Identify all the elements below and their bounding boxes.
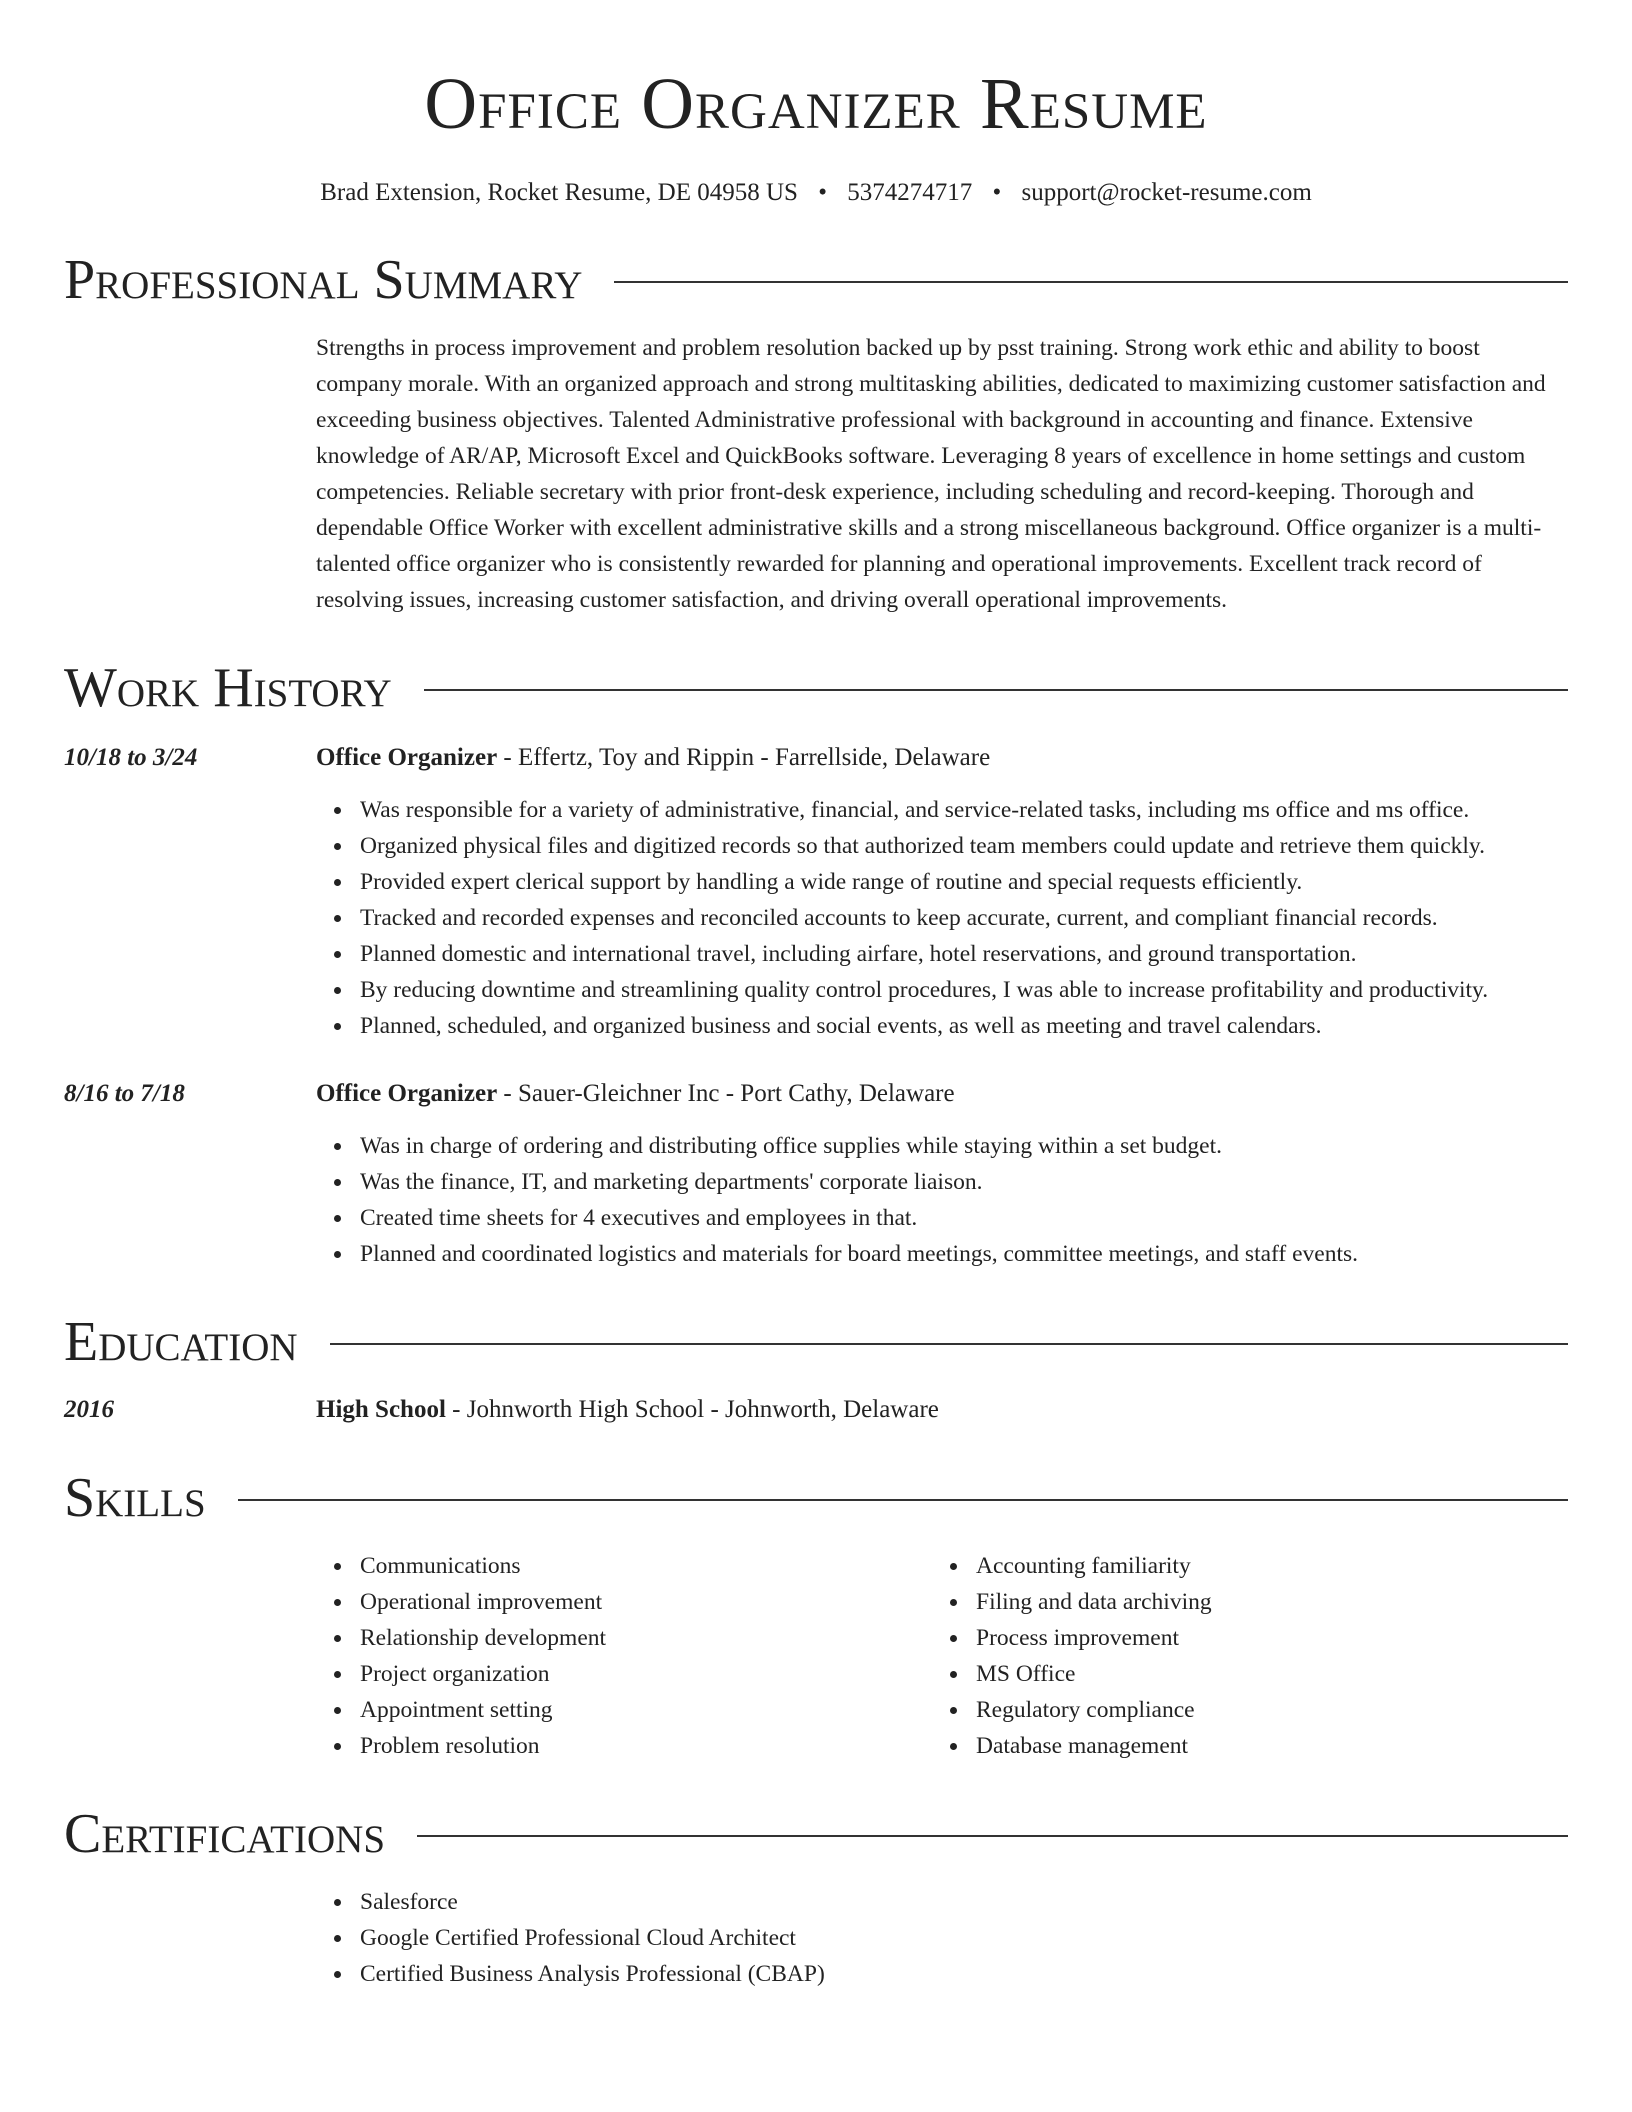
skills-columns bbox=[316, 1548, 1568, 1764]
list-item: Was the finance, IT, and marketing departments' corporate liaison. bbox=[360, 1164, 1568, 1200]
contact-email: support@rocket-resume.com bbox=[1021, 179, 1312, 206]
resume-page bbox=[64, 0, 1568, 1992]
certifications-list bbox=[316, 1884, 1568, 1992]
list-item: Was in charge of ordering and distributing office supplies while staying within a set budget. bbox=[360, 1128, 1568, 1164]
section-divider bbox=[417, 1835, 1568, 1837]
list-item: Process improvement bbox=[976, 1620, 1548, 1656]
summary-section-header bbox=[64, 248, 1568, 312]
job-bullets bbox=[316, 792, 1568, 1044]
certifications-section-header bbox=[64, 1802, 1568, 1866]
skills-heading: Skills bbox=[64, 1467, 206, 1529]
list-item: Appointment setting bbox=[360, 1692, 932, 1728]
list-item: Google Certified Professional Cloud Architect bbox=[360, 1920, 1568, 1956]
education-degree: High School bbox=[316, 1396, 446, 1423]
skills-list bbox=[316, 1548, 932, 1764]
contact-separator: • bbox=[818, 179, 827, 206]
list-item: Accounting familiarity bbox=[976, 1548, 1548, 1584]
list-item: Planned domestic and international travel, including airfare, hotel reservations, and ground transportation. bbox=[360, 936, 1568, 972]
list-item: MS Office bbox=[976, 1656, 1548, 1692]
education-heading: Education bbox=[64, 1311, 298, 1373]
job-title: Office Organizer bbox=[316, 744, 498, 771]
contact-phone: 5374274717 bbox=[847, 179, 973, 206]
list-item: Created time sheets for 4 executives and employees in that. bbox=[360, 1200, 1568, 1236]
list-item: Problem resolution bbox=[360, 1728, 932, 1764]
list-item: Operational improvement bbox=[360, 1584, 932, 1620]
contact-separator: • bbox=[992, 179, 1002, 206]
job-details: - Effertz, Toy and Rippin - Farrellside, Delaware bbox=[497, 744, 991, 771]
list-item: Planned, scheduled, and organized business and social events, as well as meeting and travel calendars. bbox=[360, 1008, 1568, 1044]
job-details: - Sauer-Gleichner Inc - Port Cathy, Delaware bbox=[497, 1080, 955, 1107]
education-section-header bbox=[64, 1310, 1568, 1374]
certifications-row bbox=[64, 1884, 1568, 1992]
education-entry bbox=[64, 1392, 1568, 1428]
contact-address: Brad Extension, Rocket Resume, DE 04958 US bbox=[320, 179, 798, 206]
list-item: Was responsible for a variety of administrative, financial, and service-related tasks, including ms office and ms office. bbox=[360, 792, 1568, 828]
section-divider bbox=[330, 1343, 1568, 1345]
skills-section-header bbox=[64, 1466, 1568, 1530]
job-entry bbox=[64, 1076, 1568, 1272]
skills-column-right bbox=[932, 1548, 1548, 1764]
job-entry bbox=[64, 740, 1568, 1044]
job-dates: 8/16 to 7/18 bbox=[64, 1080, 185, 1107]
summary-text: Strengths in process improvement and problem resolution backed up by psst training. Strong work ethic and ability to boost company morale. With an organized approach and strong multitasking abilities, dedicated to maximizing customer satisfaction and exceeding business objectives. Talented Administrative professional with background in accounting and finance. Extensive knowledge of AR/AP, Microsoft Excel and QuickBooks software. Leveraging 8 years of excellence in home settings and custom competencies. Reliable secretary with prior front-desk experience, including scheduling and record-keeping. Thorough and dependable Office Worker with excellent administrative skills and a strong miscellaneous background. Office organizer is a multi-talented office organizer who is consistently rewarded for planning and operational improvements. Excellent track record of resolving issues, increasing customer satisfaction, and driving overall operational improvements. bbox=[316, 335, 1546, 613]
section-divider bbox=[238, 1499, 1568, 1501]
certifications-heading: Certifications bbox=[64, 1803, 386, 1865]
list-item: By reducing downtime and streamlining quality control procedures, I was able to increase profitability and productivity. bbox=[360, 972, 1568, 1008]
work-section-header bbox=[64, 656, 1568, 720]
list-item: Tracked and recorded expenses and reconciled accounts to keep accurate, current, and compliant financial records. bbox=[360, 900, 1568, 936]
list-item: Organized physical files and digitized records so that authorized team members could update and retrieve them quickly. bbox=[360, 828, 1568, 864]
list-item: Provided expert clerical support by handling a wide range of routine and special requests efficiently. bbox=[360, 864, 1568, 900]
summary-heading: Professional Summary bbox=[64, 249, 583, 311]
list-item: Database management bbox=[976, 1728, 1548, 1764]
page-title: Office Organizer Resume bbox=[424, 63, 1208, 144]
job-heading bbox=[316, 1076, 1568, 1112]
skills-list bbox=[932, 1548, 1548, 1764]
list-item: Filing and data archiving bbox=[976, 1584, 1548, 1620]
education-year: 2016 bbox=[64, 1396, 114, 1423]
section-divider bbox=[424, 689, 1568, 691]
list-item: Project organization bbox=[360, 1656, 932, 1692]
job-dates: 10/18 to 3/24 bbox=[64, 744, 198, 771]
job-bullets bbox=[316, 1128, 1568, 1272]
list-item: Certified Business Analysis Professional (CBAP) bbox=[360, 1956, 1568, 1992]
work-heading: Work History bbox=[64, 657, 392, 719]
contact-line bbox=[64, 176, 1568, 210]
list-item: Relationship development bbox=[360, 1620, 932, 1656]
list-item: Regulatory compliance bbox=[976, 1692, 1548, 1728]
job-heading bbox=[316, 740, 1568, 776]
education-details: - Johnworth High School - Johnworth, Delaware bbox=[445, 1396, 939, 1423]
section-divider bbox=[614, 281, 1568, 283]
skills-column-left bbox=[316, 1548, 932, 1764]
summary-row bbox=[64, 330, 1568, 618]
skills-row bbox=[64, 1548, 1568, 1764]
job-title: Office Organizer bbox=[316, 1080, 498, 1107]
list-item: Planned and coordinated logistics and materials for board meetings, committee meetings, and staff events. bbox=[360, 1236, 1568, 1272]
list-item: Communications bbox=[360, 1548, 932, 1584]
list-item: Salesforce bbox=[360, 1884, 1568, 1920]
